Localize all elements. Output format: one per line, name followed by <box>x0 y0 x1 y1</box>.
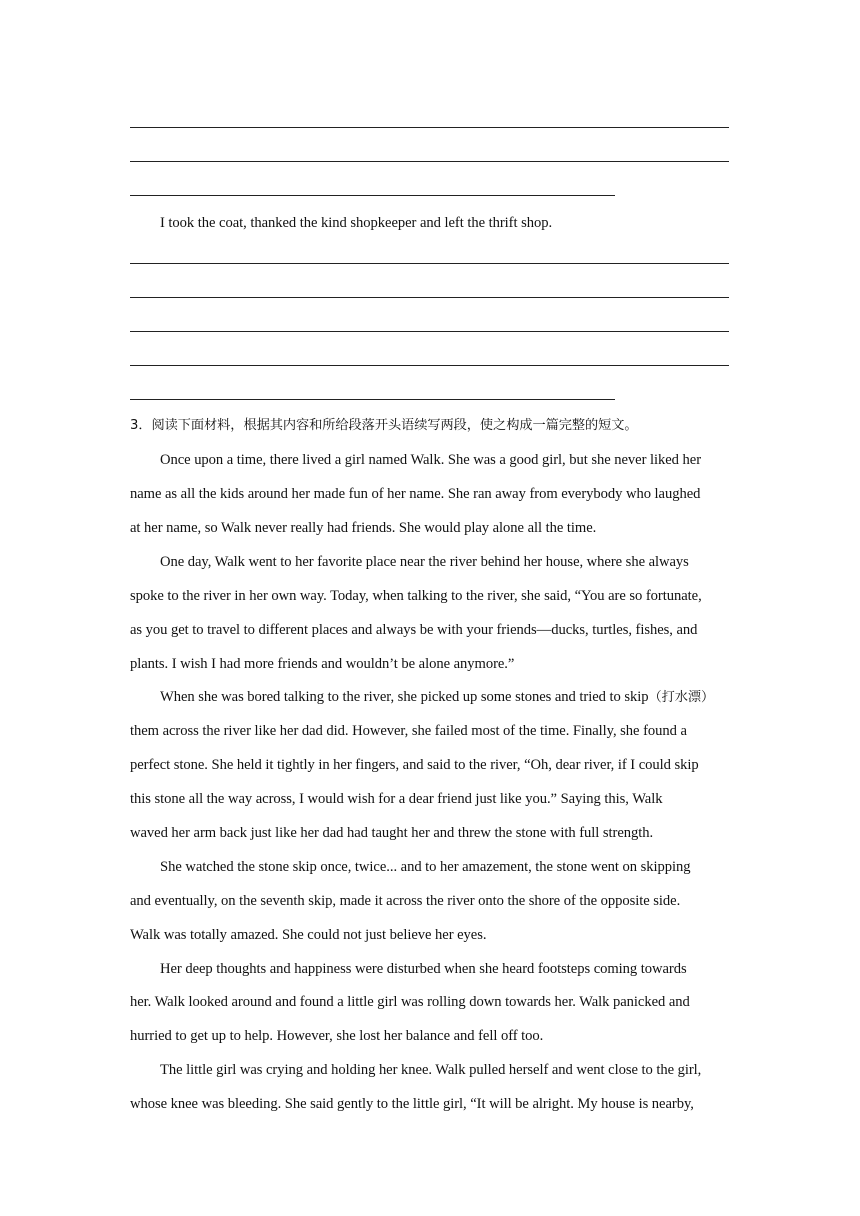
passage-line: her. Walk looked around and found a little girl was rolling down towards her. Walk panicked and <box>130 994 690 1010</box>
question-instruction <box>130 417 638 435</box>
passage-line: Once upon a time, there lived a girl named Walk. She was a good girl, but she never liked her <box>160 452 702 468</box>
passage-line: as you get to travel to different places and always be with your friends—ducks, turtles, fishes, and <box>130 622 698 638</box>
passage-line <box>160 688 714 707</box>
writing-line[interactable] <box>130 399 615 400</box>
passage-line-text: When she was bored talking to the river, she picked up some stones and tried to skip <box>160 689 649 705</box>
passage-line: them across the river like her dad did. However, she failed most of the time. Finally, she found a <box>130 723 687 739</box>
writing-line[interactable] <box>130 297 729 298</box>
writing-line[interactable] <box>130 195 615 196</box>
writing-line[interactable] <box>130 331 729 332</box>
writing-line[interactable] <box>130 161 729 162</box>
passage-line: whose knee was bleeding. She said gently to the little girl, “It will be alright. My house is nearby, <box>130 1096 694 1112</box>
passage-line: perfect stone. She held it tightly in her fingers, and said to the river, “Oh, dear river, if I could skip <box>130 757 699 773</box>
passage-line: name as all the kids around her made fun of her name. She ran away from everybody who laughed <box>130 486 701 502</box>
passage-line: Her deep thoughts and happiness were disturbed when she heard footsteps coming towards <box>160 961 687 977</box>
passage-line: and eventually, on the seventh skip, made it across the river onto the shore of the opposite side. <box>130 893 681 909</box>
question-instruction-text: 阅读下面材料，根据其内容和所给段落开头语续写两段，使之构成一篇完整的短文。 <box>151 418 638 433</box>
writing-line[interactable] <box>130 263 729 264</box>
passage-line: waved her arm back just like her dad had taught her and threw the stone with full strength. <box>130 825 654 841</box>
passage-line: The little girl was crying and holding her knee. Walk pulled herself and went close to the girl, <box>160 1062 702 1078</box>
question-number: 3． <box>130 418 152 433</box>
passage-line: hurried to get up to help. However, she lost her balance and fell off too. <box>130 1028 544 1044</box>
passage-line: this stone all the way across, I would wish for a dear friend just like you.” Saying this, Walk <box>130 791 663 807</box>
paragraph-opening-sentence: I took the coat, thanked the kind shopkeeper and left the thrift shop. <box>160 215 553 231</box>
passage-line: plants. I wish I had more friends and wouldn’t be alone anymore.” <box>130 656 515 672</box>
passage-line: She watched the stone skip once, twice... and to her amazement, the stone went on skipping <box>160 859 691 875</box>
vocabulary-annotation: （打水漂） <box>648 690 715 705</box>
passage-line: spoke to the river in her own way. Today, when talking to the river, she said, “You are so fortunate, <box>130 588 702 604</box>
passage-line: One day, Walk went to her favorite place near the river behind her house, where she always <box>160 554 689 570</box>
writing-line[interactable] <box>130 365 729 366</box>
passage-line: at her name, so Walk never really had friends. She would play alone all the time. <box>130 520 597 536</box>
writing-line[interactable] <box>130 127 729 128</box>
passage-line: Walk was totally amazed. She could not just believe her eyes. <box>130 927 487 943</box>
